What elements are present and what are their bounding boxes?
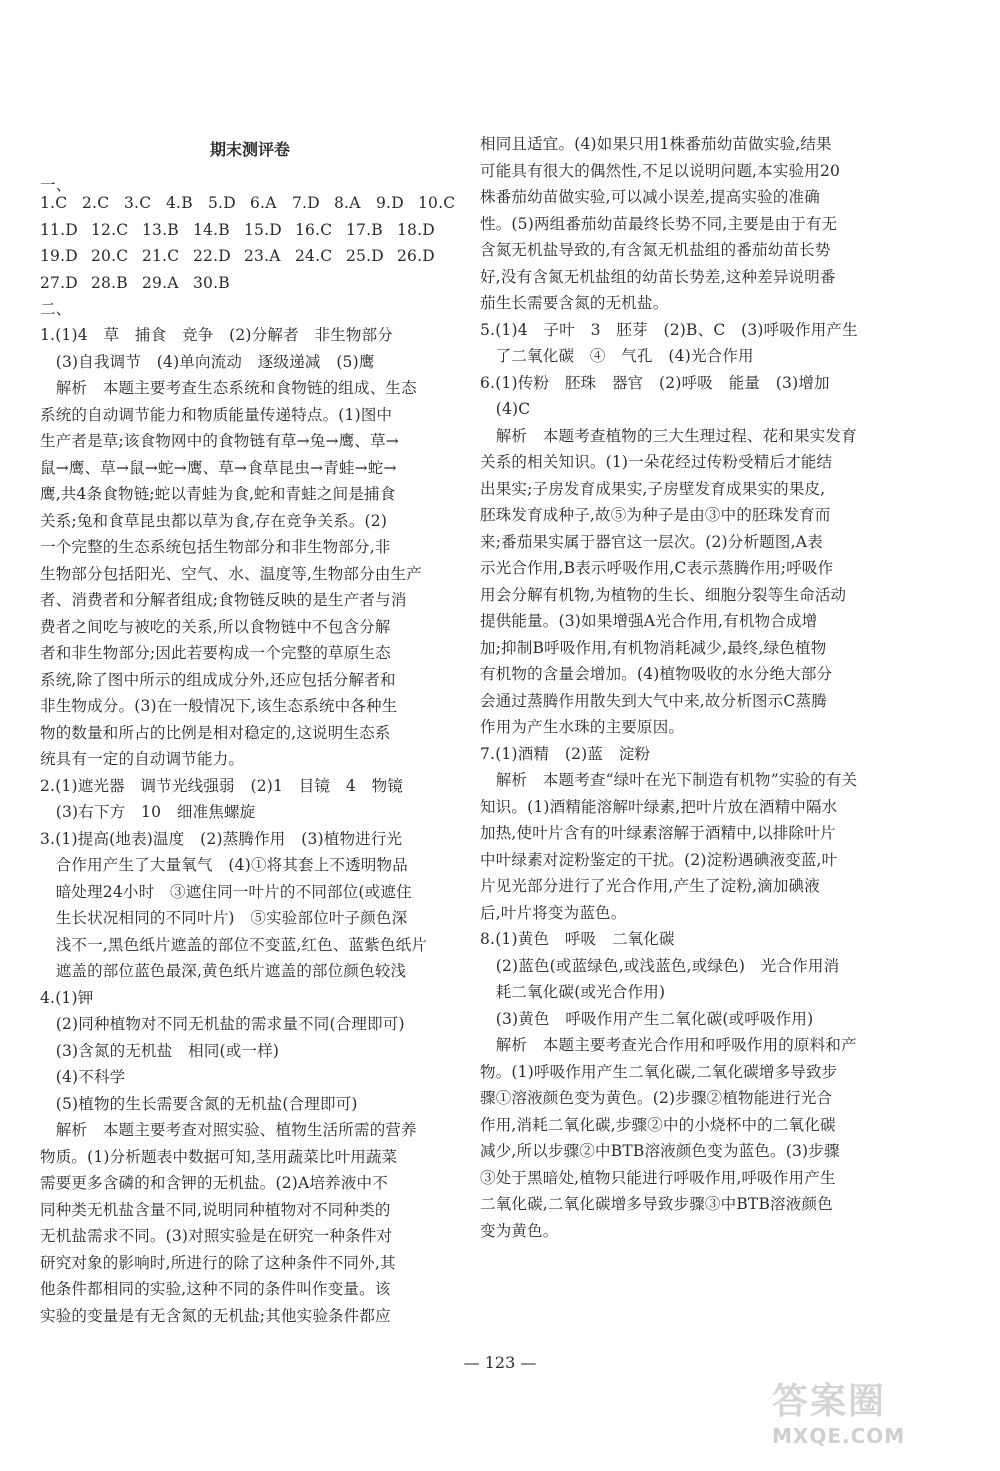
answer-line: 解析 本题主要考查对照实验、植物生活所需的营养: [40, 1121, 417, 1139]
mc-answer: 20.C: [91, 247, 129, 265]
mc-answer: 28.B: [91, 273, 128, 292]
answer-line: 一个完整的生态系统包括生物部分和非生物部分,非: [40, 538, 391, 556]
mc-answer: 14.B: [193, 220, 230, 239]
mc-answer: 1.C: [40, 194, 68, 212]
answer-line: 者和非生物部分;因此若要构成一个完整的草原生态: [40, 644, 391, 662]
mc-answer: 21.C: [142, 247, 180, 265]
answer-line: 无机盐需求不同。(3)对照实验是在研究一种条件对: [40, 1227, 393, 1245]
answer-line: (4)不科学: [40, 1068, 126, 1086]
answer-line: 4.(1)钾: [40, 988, 94, 1007]
mc-answer: 29.A: [142, 273, 179, 292]
watermark-url: MXQE.COM: [772, 1424, 906, 1448]
answer-line: 8.(1)黄色 呼吸 二氧化碳: [480, 930, 675, 948]
left-answer-text: [40, 322, 460, 1329]
mc-answer: 23.A: [244, 247, 281, 265]
answer-line: 性。(5)两组番茄幼苗最终长势不同,主要是由于有无: [480, 214, 838, 233]
mc-answer: 13.B: [142, 220, 179, 239]
mc-answer: 30.B: [193, 273, 230, 292]
answer-line: 物的数量和所占的比例是相对稳定的,这说明生态系: [40, 723, 391, 742]
answer-line: 出果实;子房发育成果实,子房壁发育成果实的果皮,: [480, 479, 826, 498]
answer-line: 非生物成分。(3)在一般情况下,该生态系统中各种生: [40, 697, 398, 715]
right-answer-text: [480, 131, 900, 1244]
page-title: 期末测评卷: [209, 140, 290, 159]
answer-line: (3)含氮的无机盐 相同(或一样): [40, 1041, 280, 1060]
answer-line: (3)自我调节 (4)单向流动 逐级递减 (5)鹰: [40, 352, 375, 371]
answer-line: 耗二氧化碳(或光合作用): [480, 983, 666, 1001]
section-two-label: 二、: [40, 300, 72, 318]
answer-line: 知识。(1)酒精能溶解叶绿素,把叶片放在酒精中隔水: [480, 797, 838, 816]
mc-answer: 22.D: [193, 247, 231, 265]
mc-answer: 4.B: [166, 194, 193, 212]
watermark-logo-text: 答案圈: [772, 1381, 887, 1422]
mc-row: [40, 217, 460, 244]
answer-line: 实验的变量是有无含氮的无机盐;其他实验条件都应: [40, 1306, 391, 1325]
answer-line: 3.(1)提高(地表)温度 (2)蒸腾作用 (3)植物进行光: [40, 829, 403, 848]
mc-answer: 26.D: [397, 247, 435, 265]
answer-line: 浅不一,黑色纸片遮盖的部位不变蓝,红色、蓝紫色纸片: [40, 935, 428, 954]
answer-line: 生长状况相同的不同叶片) ⑤实验部位叶子颜色深: [40, 909, 408, 927]
answer-line: 关系的相关知识。(1)一朵花经过传粉受精后才能结: [480, 453, 833, 471]
mc-row: [40, 190, 460, 217]
answer-line: 变为黄色。: [480, 1221, 559, 1240]
mc-answer: 11.D: [40, 220, 78, 239]
watermark-logo: [772, 1373, 972, 1453]
answer-line: (2)蓝色(或蓝绿色,或浅蓝色,或绿色) 光合作用消: [480, 956, 840, 975]
mc-row: [40, 270, 460, 297]
mc-answer: 25.D: [346, 247, 384, 265]
answer-line: 物质。(1)分析题表中数据可知,茎用蔬菜比叶用蔬菜: [40, 1147, 398, 1166]
mc-answer: 5.D: [208, 194, 236, 212]
answer-line: 片见光部分进行了光合作用,产生了淀粉,滴加碘液: [480, 877, 820, 895]
mc-answer: 8.A: [334, 194, 361, 212]
mc-answer: 18.D: [397, 220, 435, 239]
answer-line: 作用,消耗二氧化碳,步骤②中的小烧杯中的二氧化碳: [480, 1115, 836, 1134]
answer-line: 研究对象的影响时,所进行的除了这种条件不同外,其: [40, 1253, 396, 1272]
answer-line: 株番茄幼苗做实验,可以减小误差,提高实验的准确: [480, 188, 820, 206]
answer-line: 鹰,共4条食物链;蛇以青蛙为食,蛇和青蛙之间是捕食: [40, 485, 396, 503]
answer-line: 费者之间吃与被吃的关系,所以食物链中不包含分解: [40, 617, 391, 636]
mc-answer: 12.C: [91, 220, 129, 239]
mc-answer: 9.D: [376, 194, 404, 212]
answer-line: 有机物的含量会增加。(4)植物吸收的水分绝大部分: [480, 665, 833, 683]
answer-line: 需要更多含磷的和含钾的无机盐。(2)A培养液中不: [40, 1174, 388, 1192]
answer-line: 含氮无机盐导致的,有含氮无机盐组的番茄幼苗长势: [480, 241, 831, 259]
answer-line: 二氧化碳,二氧化碳增多导致步骤③中BTB溶液颜色: [480, 1195, 833, 1213]
answer-line: 可能具有很大的偶然性,不足以说明问题,本实验用20: [480, 161, 841, 180]
mc-answer: 17.B: [346, 220, 383, 239]
mc-answer: 10.C: [418, 194, 456, 212]
answer-line: 5.(1)4 子叶 3 胚芽 (2)B、C (3)呼吸作用产生: [480, 320, 858, 339]
answer-line: 胚珠发育成种子,故⑤为种子是由③中的胚珠发育而: [480, 506, 831, 524]
answer-line: 他条件都相同的实验,这种不同的条件叫作变量。该: [40, 1280, 391, 1298]
mc-answer: 19.D: [40, 247, 78, 265]
answer-line: 解析 本题主要考查光合作用和呼吸作用的原料和产: [480, 1036, 857, 1054]
section-one-label: 一、: [40, 176, 72, 194]
answer-line: (3)黄色 呼吸作用产生二氧化碳(或呼吸作用): [480, 1009, 814, 1028]
answer-line: 合作用产生了大量氧气 (4)①将其套上不透明物品: [40, 856, 408, 874]
answer-line: 物。(1)呼吸作用产生二氧化碳,二氧化碳增多导致步: [480, 1062, 838, 1081]
answer-line: 者、消费者和分解者组成;食物链反映的是生产者与消: [40, 591, 407, 609]
mc-answer: 16.C: [295, 220, 333, 239]
answer-line: (3)右下方 10 细准焦螺旋: [40, 803, 256, 821]
answer-line: 会通过蒸腾作用散失到大气中来,故分析图示C蒸腾: [480, 691, 827, 710]
answer-line: ③处于黑暗处,植物只能进行呼吸作用,呼吸作用产生: [480, 1168, 836, 1187]
answer-line: 提供能量。(3)如果增强A光合作用,有机物合成增: [480, 612, 818, 630]
answer-line: 加;抑制B呼吸作用,有机物消耗减少,最终,绿色植物: [480, 638, 827, 657]
answer-line: (2)同种植物对不同无机盐的需求量不同(合理即可): [40, 1015, 405, 1033]
mc-answer: 6.A: [250, 194, 277, 212]
answer-line: 减少,所以步骤②中BTB溶液颜色变为蓝色。(3)步骤: [480, 1142, 840, 1160]
answer-line: 解析 本题主要考查生态系统和食物链的组成、生态: [40, 379, 417, 397]
mc-answer: 24.C: [295, 247, 333, 265]
answer-line: 7.(1)酒精 (2)蓝 淀粉: [480, 744, 651, 763]
answer-line: 中叶绿素对淀粉鉴定的干扰。(2)淀粉遇碘液变蓝,叶: [480, 850, 838, 869]
mc-answer: 7.D: [292, 194, 320, 212]
answer-line: 系统,除了图中所示的组成成分外,还应包括分解者和: [40, 670, 396, 689]
answer-line: 了二氧化碳 ④ 气孔 (4)光合作用: [480, 347, 754, 365]
answer-line: 6.(1)传粉 胚珠 器官 (2)呼吸 能量 (3)增加: [480, 373, 830, 392]
answer-line: (4)C: [480, 400, 531, 418]
answer-line: 解析 本题考查植物的三大生理过程、花和果实发育: [480, 426, 857, 445]
answer-line: 来;番茄果实属于器官这一层次。(2)分析题图,A表: [480, 532, 823, 551]
answer-line: 暗处理24小时 ③遮住同一叶片的不同部位(或遮住: [40, 882, 412, 901]
answer-line: 骤①溶液颜色变为黄色。(2)步骤②植物能进行光合: [480, 1089, 833, 1107]
answer-line: 用会分解有机物,为植物的生长、细胞分裂等生命活动: [480, 585, 847, 604]
answer-line: 好,没有含氮无机盐组的幼苗长势差,这种差异说明番: [480, 267, 836, 286]
answer-line: 茄生长需要含氮的无机盐。: [480, 294, 669, 312]
answer-line: 遮盖的部位蓝色最深,黄色纸片遮盖的部位颜色较浅: [40, 962, 407, 980]
answer-line: 后,叶片将变为蓝色。: [480, 903, 627, 922]
answer-line: 鼠→鹰、草→鼠→蛇→鹰、草→食草昆虫→青蛙→蛇→: [40, 458, 397, 477]
mc-answer: 2.C: [82, 194, 110, 212]
answer-line: 作用为产生水珠的主要原因。: [480, 718, 685, 736]
answer-line: 生物部分包括阳光、空气、水、温度等,生物部分由生产: [40, 564, 422, 583]
multiple-choice-answers: [40, 190, 460, 296]
answer-line: 2.(1)遮光器 调节光线强弱 (2)1 目镜 4 物镜: [40, 776, 404, 795]
mc-row: [40, 243, 460, 270]
answer-line: 关系;兔和食草昆虫都以草为食,存在竞争关系。(2): [40, 511, 388, 530]
answer-line: 解析 本题考查“绿叶在光下制造有机物”实验的有关: [480, 771, 858, 789]
answer-line: 1.(1)4 草 捕食 竞争 (2)分解者 非生物部分: [40, 326, 393, 344]
answer-line: 示光合作用,B表示呼吸作用,C表示蒸腾作用;呼吸作: [480, 559, 834, 577]
answer-line: 同种类无机盐含量不同,说明同种植物对不同种类的: [40, 1200, 391, 1219]
mc-answer: 15.D: [244, 220, 282, 239]
page-number: — 123 —: [463, 1353, 537, 1372]
answer-line: 系统的自动调节能力和物质能量传递特点。(1)图中: [40, 405, 393, 424]
mc-answer: 3.C: [124, 194, 152, 212]
answer-line: 生产者是草;该食物网中的食物链有草→兔→鹰、草→: [40, 432, 399, 450]
mc-answer: 27.D: [40, 273, 78, 292]
answer-line: 统具有一定的自动调节能力。: [40, 750, 245, 768]
answer-line: 相同且适宜。(4)如果只用1株番茄幼苗做实验,结果: [480, 135, 832, 153]
answer-line: (5)植物的生长需要含氮的无机盐(合理即可): [40, 1094, 358, 1113]
answer-line: 加热,使叶片含有的叶绿素溶解于酒精中,以排除叶片: [480, 824, 836, 842]
